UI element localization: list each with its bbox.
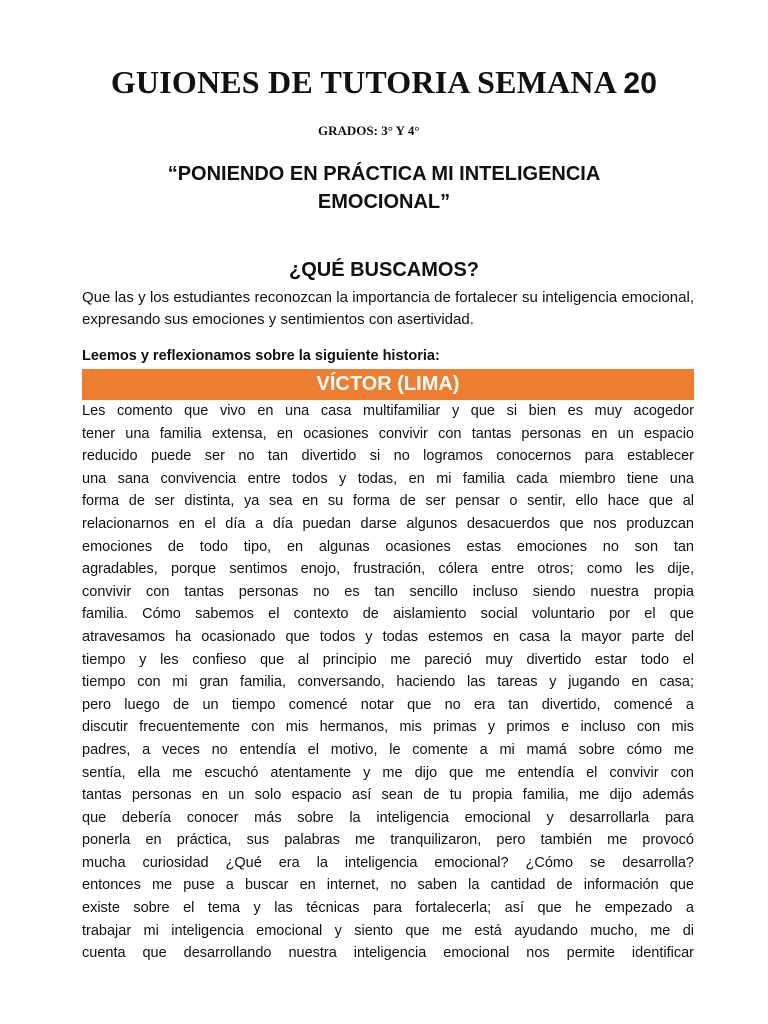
story-line: Les comento que vivo en una casa multifamiliar y que si bien es muy acogedor: [82, 403, 694, 419]
story-line: pero luego de un tiempo comencé notar que no era tan divertido, comencé a: [82, 696, 694, 713]
story-line: que debería conocer más sobre la inteligencia emocional y desarrollarla para: [82, 809, 694, 826]
story-line: padres, a veces no entendía el motivo, le comente a mi mamá sobre cómo me: [82, 741, 694, 758]
story-line: tiempo con mi gran familia, conversando, haciendo las tareas y jugando en casa;: [82, 674, 694, 691]
lead-in-text: Leemos y reflexionamos sobre la siguiente historia:: [82, 348, 440, 364]
story-line: ponerla en práctica, sus palabras me tranquilizaron, pero también me provocó: [82, 832, 694, 849]
section-heading: ¿QUÉ BUSCAMOS?: [289, 259, 479, 281]
story-line: emociones de todo tipo, en algunas ocasiones estas emociones no son tan: [82, 538, 694, 555]
story-line: familia. Cómo sabemos el contexto de aislamiento social voluntario por el que: [82, 606, 694, 623]
story-line: agradables, porque sentimos enojo, frustración, cólera entre otros; como les dije,: [82, 561, 694, 578]
story-line: trabajar mi inteligencia emocional y siento que me está ayudando mucho, me di: [82, 922, 694, 939]
week-number: 20: [623, 67, 658, 100]
story-line: tiempo y les confieso que al principio me pareció muy divertido estar todo el: [82, 651, 694, 668]
story-line: existe sobre el tema y las técnicas para fortalecerla; así que he empezado a: [82, 900, 694, 917]
story-line: discutir frecuentemente con mis hermanos, mis primas y primos e incluso con mis: [82, 719, 694, 736]
objective-paragraph: Que las y los estudiantes reconozcan la importancia de fortalecer su inteligencia emocional, expresando sus emociones y sentimientos con asertividad.: [82, 289, 694, 328]
story-line: atravesamos ha ocasionado que todos y todas estemos en casa la mayor parte del: [82, 628, 694, 645]
story-line: sentía, ella me escuchó atentamente y me dijo que me entendía el convivir con: [82, 764, 694, 781]
story-title-banner: VÍCTOR (LIMA): [82, 369, 694, 400]
story-line: reducido puede ser no tan divertido si no logramos conocernos para establecer: [82, 448, 694, 465]
session-subtitle: “PONIENDO EN PRÁCTICA MI INTELIGENCIA EMOCIONAL”: [167, 163, 601, 213]
story-line: cuenta que desarrollando nuestra inteligencia emocional nos permite identificar: [82, 945, 694, 962]
story-line: forma de ser distinta, ya sea en su forma de ser pensar o sentir, ello hace que al: [82, 493, 694, 510]
story-line: una sana convivencia entre todos y todas, en mi familia cada miembro tiene una: [82, 470, 694, 487]
story-line: convivir con tantas personas no es tan sencillo incluso siendo nuestra propia: [82, 583, 694, 600]
story-line: tantas personas en un solo espacio así sean de tu propia familia, me dijo además: [82, 787, 694, 804]
title-text: GUIONES DE TUTORIA SEMANA: [110, 64, 624, 100]
story-line: entonces me puse a buscar en internet, no saben la cantidad de información que: [82, 877, 694, 894]
page-title: [0, 64, 768, 101]
story-line: tener una familia extensa, en ocasiones convivir con tantas personas en un espacio: [82, 425, 694, 442]
story-line: relacionarnos en el día a día puedan darse algunos desacuerdos que nos produzcan: [82, 515, 694, 532]
story-line: mucha curiosidad ¿Qué era la inteligencia emocional? ¿Cómo se desarrolla?: [82, 854, 694, 871]
grades-label: GRADOS: 3° Y 4°: [318, 123, 420, 138]
story-paragraph: [82, 400, 694, 965]
